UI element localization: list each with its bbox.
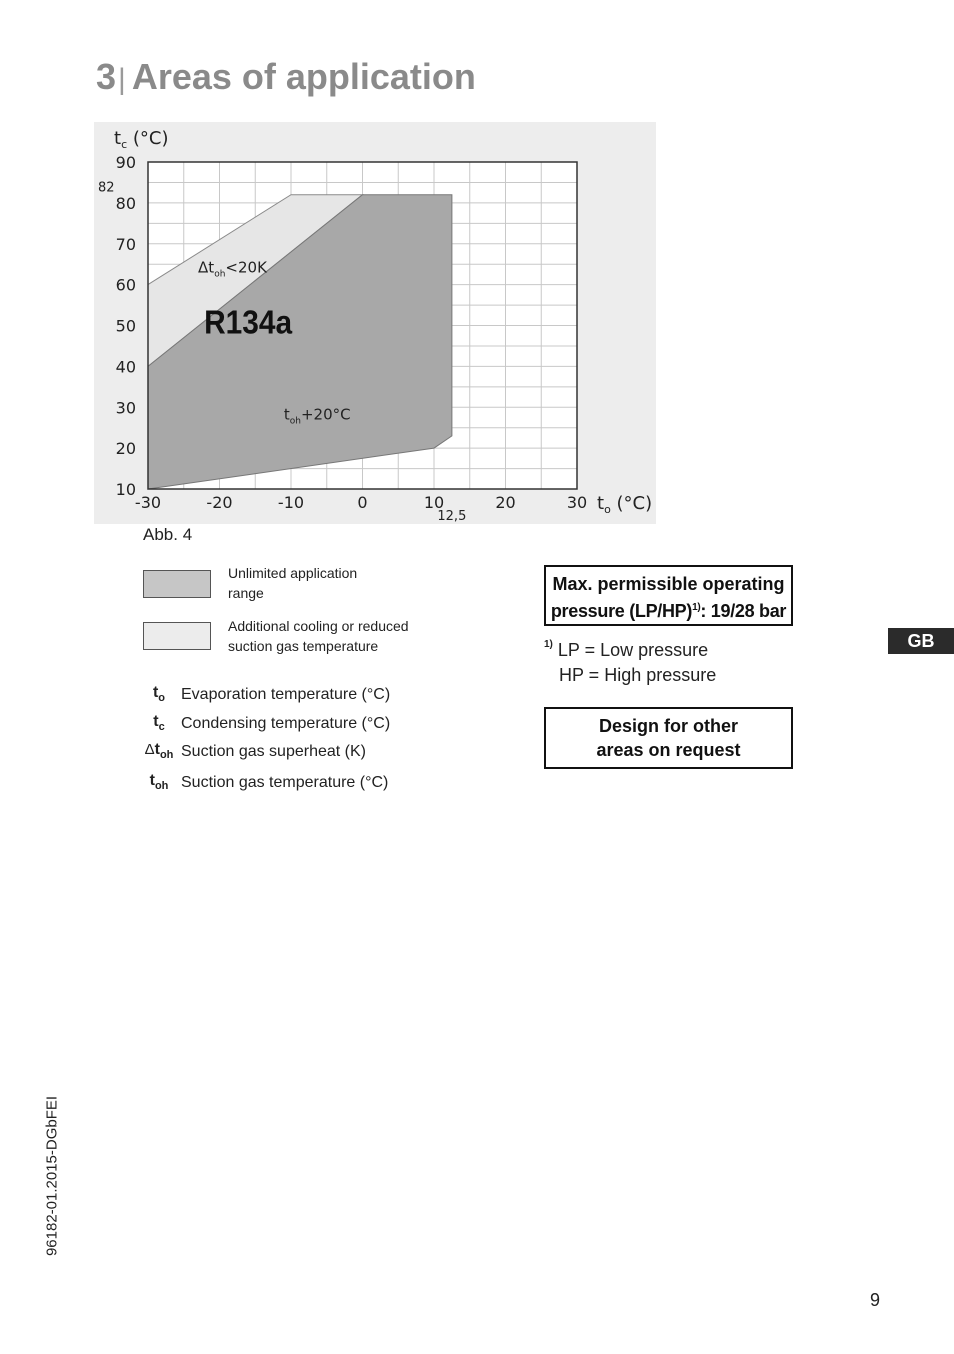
symbol-t-oh: $t_{oh}$ (149, 772, 169, 793)
legend-swatch-unlimited (143, 570, 211, 598)
y-tick-label: 40 (115, 357, 136, 377)
x-tick-label: -30 (134, 493, 162, 512)
section-number: 3 (96, 56, 117, 97)
y-axis-title: $t_c$ (°C) (114, 128, 169, 151)
max-pressure-line2: pressure $(LP/HP)^{1)}$: 19/28 bar (550, 601, 787, 621)
pressure-footnote (544, 634, 716, 688)
page-number: 9 (870, 1290, 881, 1310)
y-tick-label: 60 (115, 275, 136, 295)
max-pressure-box (544, 565, 793, 626)
legend-label-line: Unlimited application (228, 565, 358, 581)
max-pressure-line1: Max. permissible operating (552, 574, 785, 594)
x-tick-label: 0 (357, 493, 368, 512)
y-tick-label: 10 (115, 480, 136, 499)
symbol-description: Evaporation temperature (°C) (181, 686, 391, 703)
symbol-t-o: $t_o$ (152, 684, 166, 705)
symbol-t-c: $t_c$ (153, 713, 165, 734)
language-tab-gb[interactable]: GB (888, 628, 954, 654)
legend-swatch-additional-cooling (143, 622, 211, 650)
x-axis-title: $t_o$ (°C) (597, 493, 653, 516)
x-tick-label: -10 (277, 493, 305, 512)
symbol-description: Suction gas temperature (°C) (181, 774, 389, 791)
x-tick-label: 10 (423, 493, 445, 512)
page-title (96, 56, 476, 98)
application-range-chart (94, 122, 656, 524)
symbol-delta-t-oh: $\Delta t_{oh}$ (144, 741, 174, 762)
legend-label-additional-cooling (228, 616, 428, 656)
legend-label-line: Additional cooling or reduced (228, 618, 409, 634)
annotation-toh: $t_{oh}+20^\circ C$ (283, 405, 351, 427)
section-title: Areas of application (131, 56, 476, 97)
symbol-description: Suction gas superheat (K) (181, 743, 366, 760)
legend-label-line: range (228, 585, 264, 601)
design-line1: Design for other (598, 716, 738, 736)
y-tick-label: 70 (115, 234, 136, 254)
y-tick-label: 80 (115, 193, 136, 213)
figure-caption: Abb. 4 (143, 525, 193, 544)
y-tick-label: 50 (115, 316, 136, 336)
symbol-description: Condensing temperature (°C) (181, 715, 391, 732)
chart-title: R134a (204, 303, 293, 341)
y-tick-label-extra: 82 (98, 180, 115, 196)
x-tick-label: 20 (495, 493, 516, 512)
section-separator: | (118, 63, 126, 96)
design-request-box (544, 707, 793, 769)
legend-label-unlimited (228, 563, 428, 603)
x-tick-label: 30 (566, 493, 588, 512)
footnote-line1: $^{1)}$ LP = Low pressure (544, 639, 709, 660)
x-tick-label: -20 (206, 493, 233, 512)
y-tick-label: 20 (115, 439, 136, 459)
document-code: 96182-01.2015-DGbFEI (43, 1095, 61, 1257)
y-tick-label: 90 (115, 153, 136, 172)
annotation-delta-toh: $\Delta t_{oh}<20K$ (198, 258, 267, 280)
x-tick-label-extra: 12,5 (437, 509, 467, 524)
design-line2: areas on request (596, 740, 741, 760)
legend-label-line: suction gas temperature (228, 638, 379, 654)
footnote-line2: HP = High pressure (559, 665, 717, 685)
y-tick-label: 30 (115, 398, 136, 418)
